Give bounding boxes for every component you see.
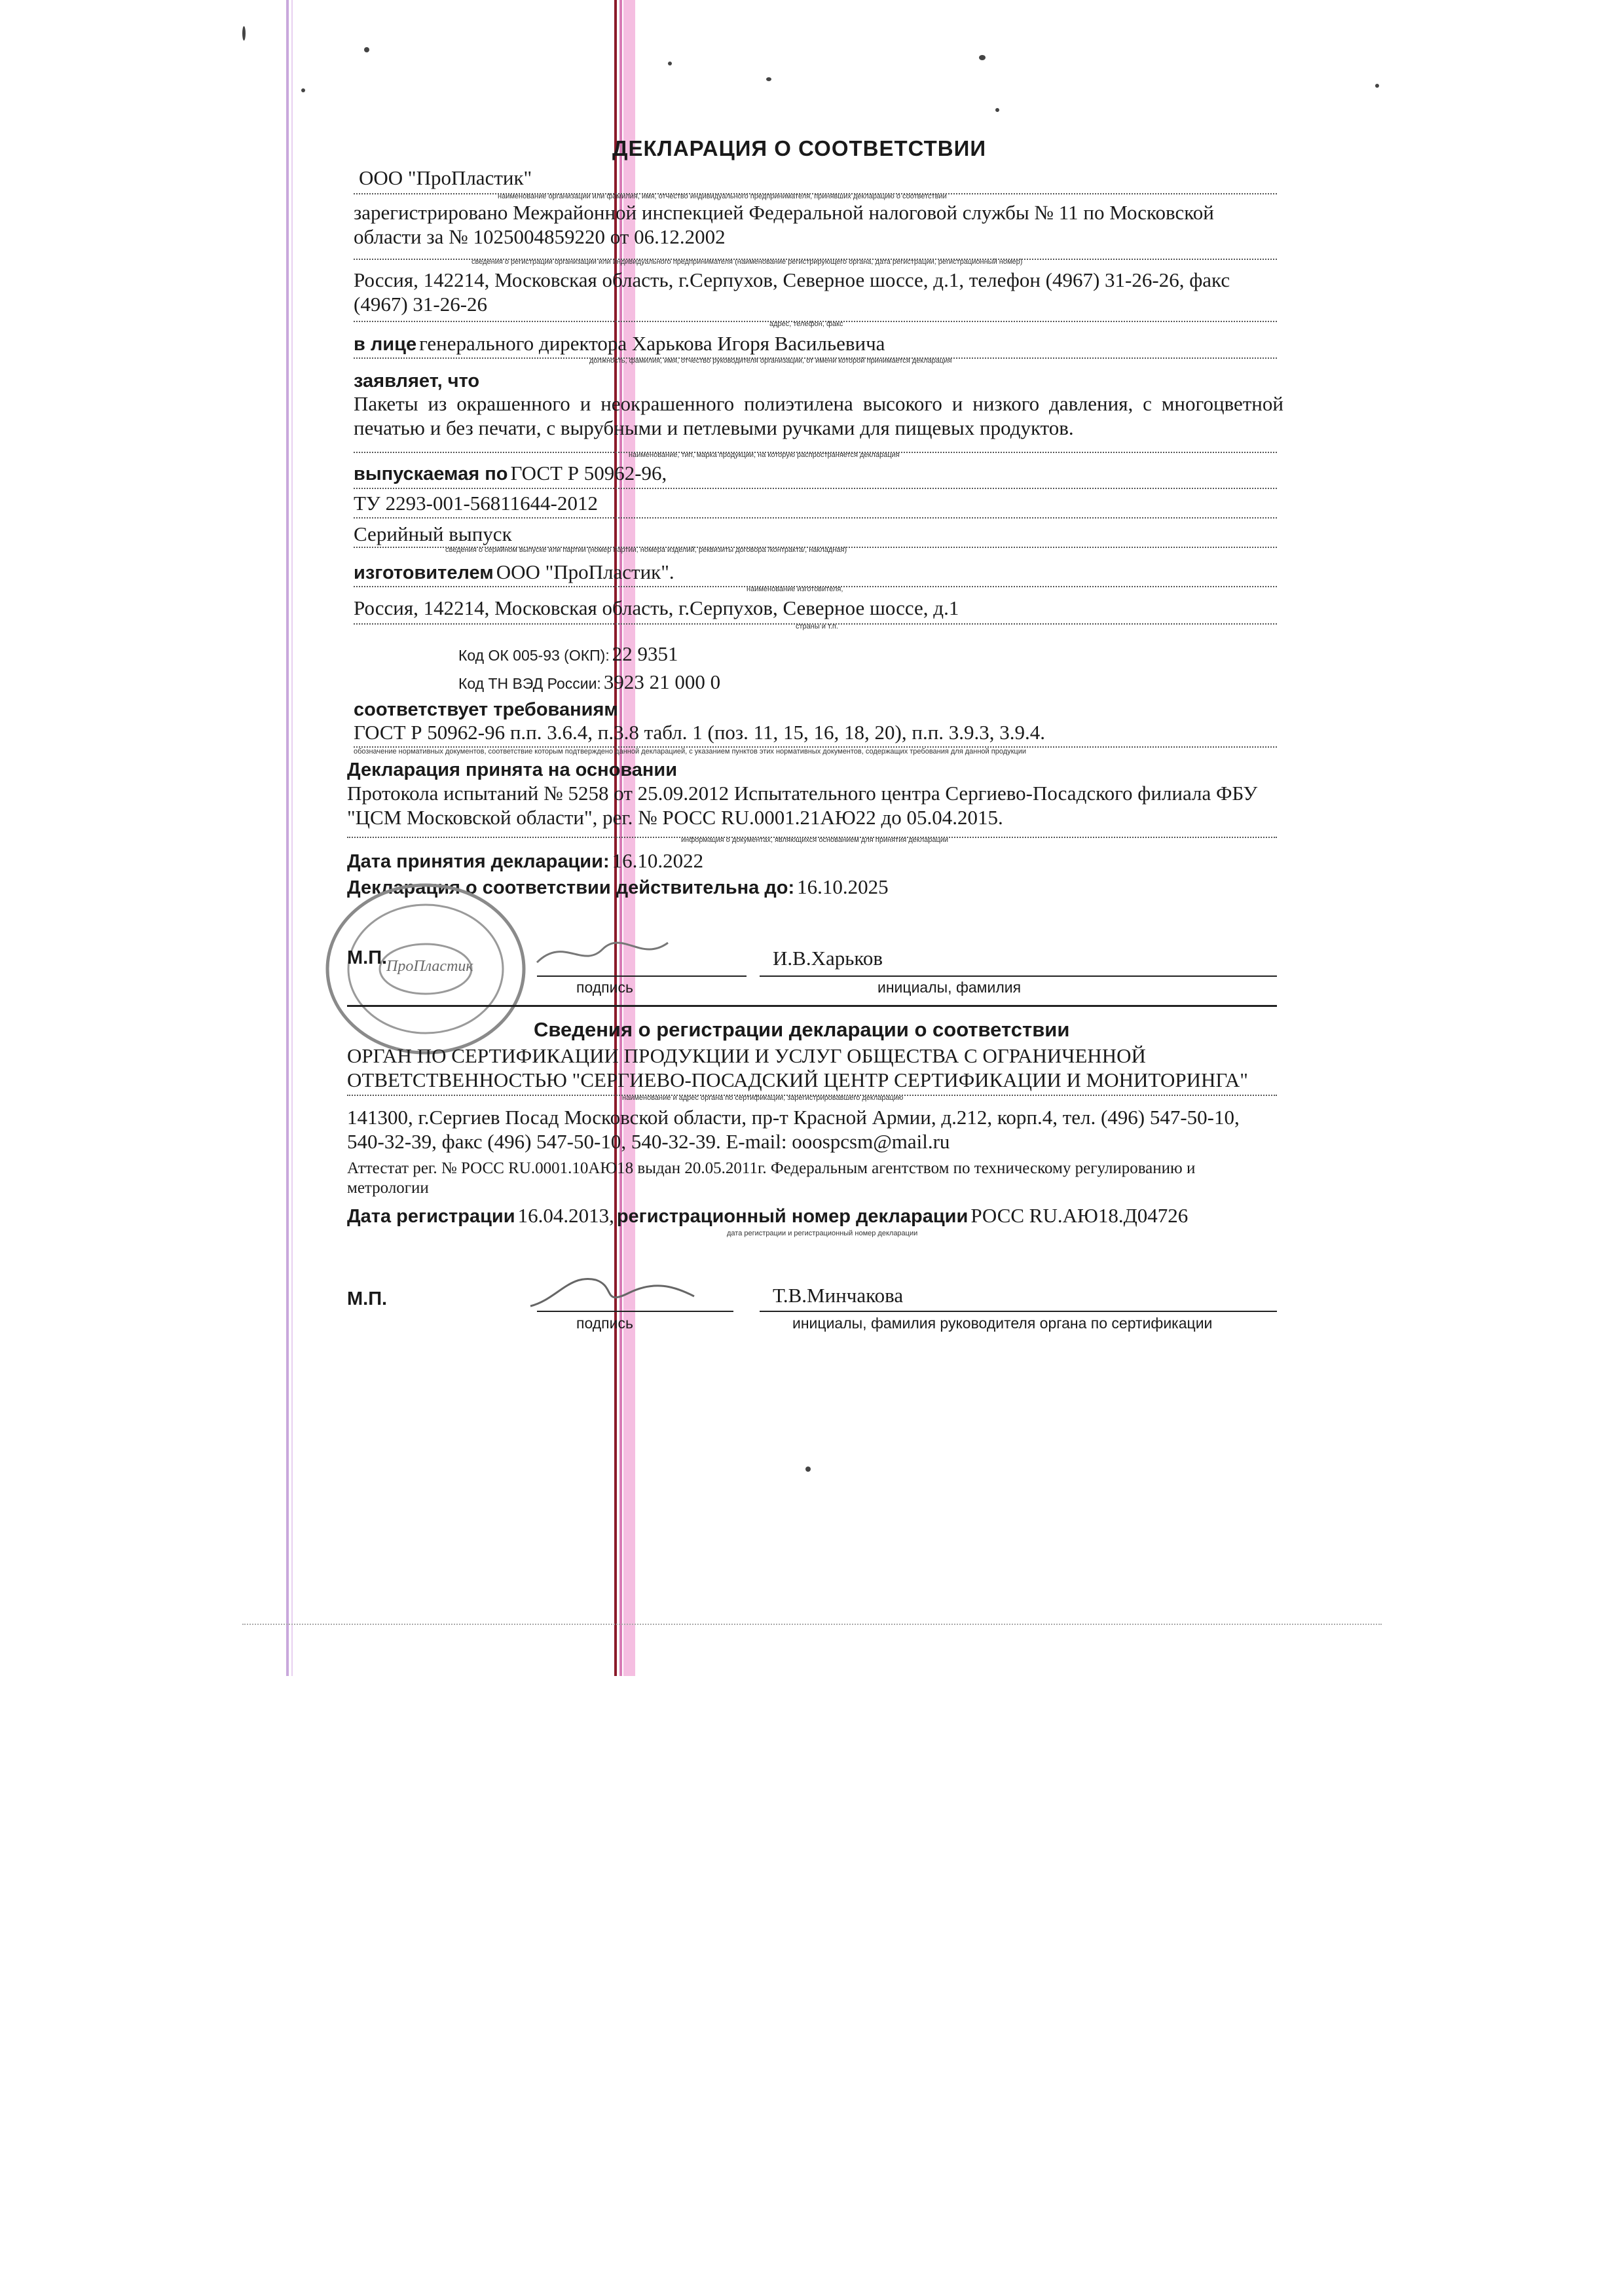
produced-serial: Серийный выпуск bbox=[354, 522, 512, 545]
manufacturer-address: Россия, 142214, Московская область, г.Серпухов, Северное шоссе, д.1 bbox=[354, 596, 959, 619]
signature-1-name-line bbox=[760, 975, 1277, 977]
signature-1-name-caption: инициалы, фамилия bbox=[877, 979, 1022, 996]
accepted-row bbox=[347, 848, 703, 873]
scan-line-left bbox=[286, 0, 289, 1676]
applicant-address: Россия, 142214, Московская область, г.Серпухов, Северное шоссе, д.1, телефон (4967) 31-26-26, факс (4967) 31-26-26 bbox=[354, 268, 1230, 316]
person-row bbox=[354, 331, 885, 355]
accepted-value: 16.10.2022 bbox=[612, 849, 704, 872]
registration-organ: ОРГАН ПО СЕРТИФИКАЦИИ ПРОДУКЦИИ И УСЛУГ ОБЩЕСТВА С ОГРАНИЧЕННОЙ ОТВЕТСТВЕННОСТЬЮ "СЕРГИЕВО-ПОСАДСКИЙ ЦЕНТР СЕРТИФИКАЦИИ И МОНИТОРИНГА" bbox=[347, 1044, 1248, 1092]
signature-2-line bbox=[537, 1311, 733, 1312]
document-title: ДЕКЛАРАЦИЯ О СООТВЕТСТВИИ bbox=[612, 136, 987, 160]
applicant-name: ООО "ПроПластик" bbox=[359, 166, 532, 189]
signature-2-name: Т.В.Минчакова bbox=[773, 1284, 904, 1307]
applicant-address-caption: адрес, телефон, факс bbox=[769, 320, 843, 328]
signature-2-caption: подпись bbox=[576, 1315, 633, 1332]
scan-speck bbox=[766, 77, 771, 81]
conforms-caption: обозначение нормативных документов, соответствие которым подтверждено данной декларацией, с указанием пунктов этих нормативных документов, содержащих требования для данной продукции bbox=[354, 748, 1027, 756]
signature-1-caption: подпись bbox=[576, 979, 633, 996]
registration-row bbox=[347, 1203, 1188, 1228]
conforms-value: ГОСТ Р 50962-96 п.п. 3.6.4, п.3.8 табл. 1 (поз. 11, 15, 16, 18, 20), п.п. 3.9.3, 3.9.4. bbox=[354, 721, 1046, 744]
registration-date-value: 16.04.2013, bbox=[517, 1204, 614, 1227]
registration-address: 141300, г.Сергиев Посад Московской области, пр-т Красной Армии, д.212, корп.4, тел. (496) 547-50-10, 540-32-39, факс (496) 547-50-10, 540-32-39. E-mail: ooospcsm@mail.ru bbox=[347, 1106, 1240, 1154]
scan-line-left-inner bbox=[291, 0, 293, 1676]
scan-speck bbox=[668, 62, 672, 65]
produced-line-1 bbox=[354, 488, 1277, 489]
registration-number-value: РОСС RU.АЮ18.Д04726 bbox=[970, 1204, 1189, 1227]
signature-2-name-line bbox=[760, 1311, 1277, 1312]
product-caption: наименование, тип, марка продукции, на которую распространяется декларация bbox=[629, 451, 900, 459]
conforms-label: соответствует требованиям bbox=[354, 699, 618, 720]
scan-line-pink bbox=[623, 0, 635, 1676]
manufacturer-name-caption: наименование изготовителя, bbox=[747, 585, 843, 593]
person-caption: должность, фамилия, имя, отчество руководителя организации, от имени которой принимается декларация bbox=[589, 357, 952, 365]
scan-bottom-edge bbox=[242, 1624, 1382, 1625]
product-description: Пакеты из окрашенного и неокрашенного полиэтилена высокого и низкого давления, с многоцветной печатью и без печати, с вырубными и петлевыми ручками для пищевых продуктов. bbox=[354, 392, 1283, 440]
signature-1-line bbox=[537, 975, 747, 977]
produced-standard: ГОСТ Р 50962-96, bbox=[510, 462, 667, 484]
applicant-registration: зарегистрировано Межрайонной инспекцией Федеральной налоговой службы № 11 по Московской области за № 1025004859220 от 06.12.2002 bbox=[354, 201, 1214, 249]
tnved-row bbox=[458, 670, 720, 694]
signature-1 bbox=[524, 923, 681, 982]
scan-speck bbox=[242, 26, 246, 41]
okp-label: Код ОК 005-93 (ОКП): bbox=[458, 647, 610, 664]
okp-row bbox=[458, 642, 678, 666]
manufacturer-label: изготовителем bbox=[354, 562, 494, 583]
registration-heading: Сведения о регистрации декларации о соответствии bbox=[534, 1018, 1070, 1041]
registration-attestat: Аттестат рег. № РОСС RU.0001.10АЮ18 выдан 20.05.2011г. Федеральным агентством по техническому регулированию и метрологии bbox=[347, 1159, 1196, 1197]
registration-caption: дата регистрации и регистрационный номер декларации bbox=[727, 1230, 918, 1237]
accepted-label: Дата принятия декларации: bbox=[347, 851, 610, 872]
manufacturer-row bbox=[354, 560, 674, 584]
person-label: в лице bbox=[354, 334, 417, 355]
scan-speck bbox=[995, 108, 999, 112]
basis-caption: информация о документах, являющихся основанием для принятия декларации bbox=[681, 836, 949, 844]
produced-line-2 bbox=[354, 517, 1277, 519]
produced-serial-caption: сведения о серийном выпуске или партии (номер партии, номера изделий, реквизиты договора /контракта/, накладная) bbox=[445, 546, 847, 554]
tnved-label: Код ТН ВЭД России: bbox=[458, 675, 601, 692]
declares-label: заявляет, что bbox=[354, 371, 480, 392]
basis-value: Протокола испытаний № 5258 от 25.09.2012 Испытательного центра Сергиево-Посадского филиала ФБУ "ЦСМ Московской области", рег. № РОСС RU.0001.21АЮ22 до 05.04.2015. bbox=[347, 782, 1258, 829]
scan-speck bbox=[805, 1467, 811, 1472]
person-value: генерального директора Харькова Игоря Васильевича bbox=[419, 332, 885, 355]
registration-number-label: регистрационный номер декларации bbox=[616, 1206, 969, 1227]
applicant-name-caption: наименование организации или фамилия, имя, отчество индивидуального предпринимателя, принявших декларацию о соответствии bbox=[498, 192, 947, 200]
manufacturer-address-caption: страны и т.п. bbox=[796, 623, 838, 630]
scan-line-dark bbox=[614, 0, 617, 1676]
valid-value: 16.10.2025 bbox=[797, 875, 889, 898]
stamp-text: ПроПластик bbox=[386, 958, 473, 975]
tnved-value: 3923 21 000 0 bbox=[603, 670, 721, 693]
mp-label-2: М.П. bbox=[347, 1288, 388, 1309]
scan-speck bbox=[364, 47, 369, 52]
section-separator bbox=[347, 1005, 1277, 1007]
applicant-registration-caption: сведения о регистрации организации или индивидуального предпринимателя (наименование регистрирующего органа, дата регистрации, регистрационный номер) bbox=[471, 258, 1023, 266]
signature-1-name: И.В.Харьков bbox=[773, 947, 883, 970]
okp-value: 22 9351 bbox=[612, 642, 678, 665]
scan-speck bbox=[979, 55, 986, 60]
basis-label: Декларация принята на основании bbox=[347, 759, 678, 780]
registration-organ-caption: наименование и адрес органа по сертификации, зарегистрировавшего декларацию bbox=[622, 1094, 904, 1102]
valid-label: Декларация о соответствии действительна до: bbox=[347, 877, 795, 898]
scan-speck bbox=[1375, 84, 1379, 88]
registration-date-label: Дата регистрации bbox=[347, 1206, 515, 1227]
scan-speck bbox=[301, 88, 305, 92]
mp-label-1: М.П. bbox=[347, 947, 388, 968]
produced-label: выпускаемая по bbox=[354, 464, 508, 484]
produced-row bbox=[354, 461, 667, 485]
signature-2-name-caption: инициалы, фамилия руководителя органа по сертификации bbox=[792, 1315, 1213, 1332]
produced-tu: ТУ 2293-001-56811644-2012 bbox=[354, 492, 598, 515]
scan-line-pink-edge bbox=[619, 0, 622, 1676]
manufacturer-name: ООО "ПроПластик". bbox=[496, 560, 674, 583]
